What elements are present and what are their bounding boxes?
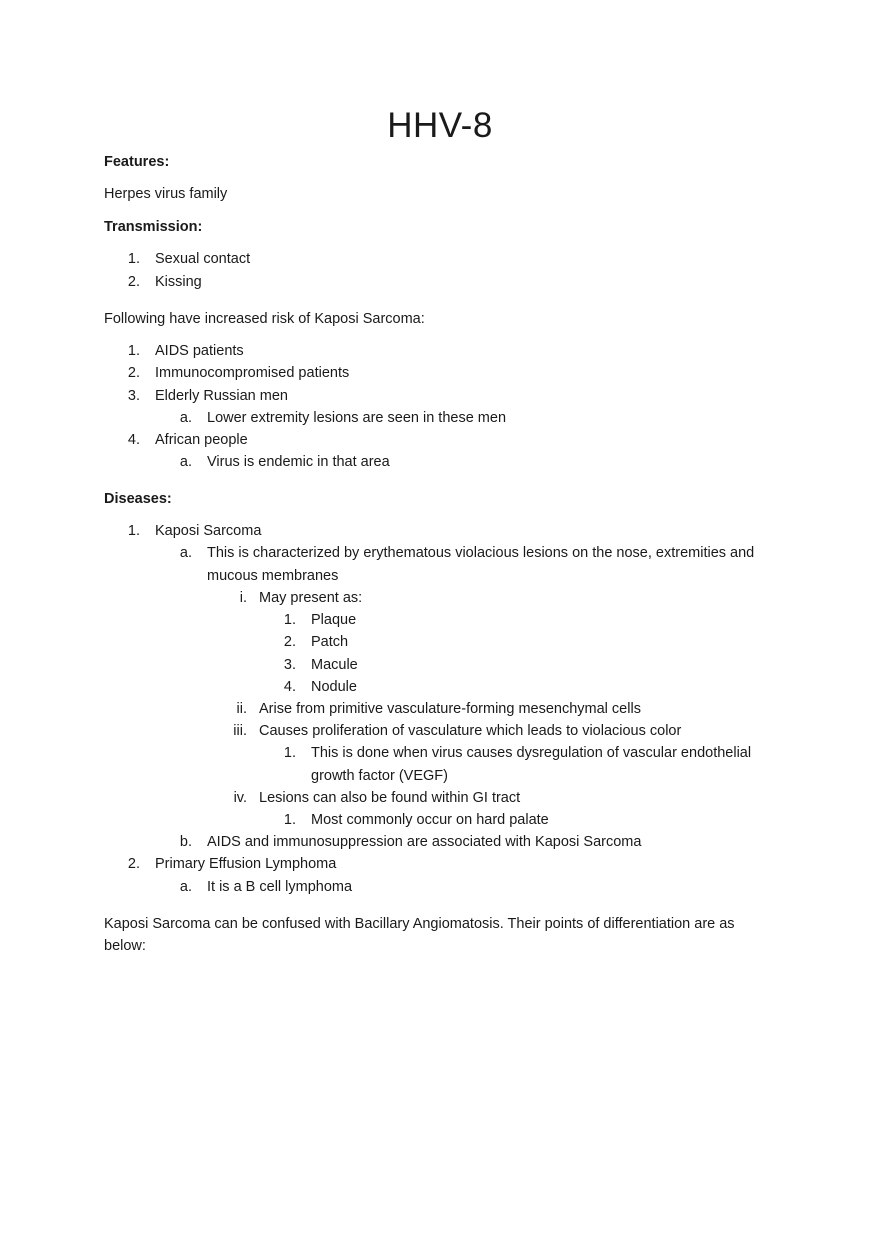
features-text: Herpes virus family [104, 186, 228, 202]
list-item: This is done when virus causes dysregulation of vascular endothelial [311, 745, 752, 761]
list-marker: 1. [283, 745, 296, 761]
conclusion-text: Kaposi Sarcoma can be confused with Bacillary Angiomatosis. Their points of differentiation are as [104, 916, 735, 932]
list-item: Macule [311, 657, 358, 673]
list-marker: a. [179, 410, 192, 426]
features-heading: Features: [104, 154, 170, 170]
list-marker: 1. [127, 251, 140, 267]
list-item: Most commonly occur on hard palate [311, 812, 549, 828]
list-marker: 3. [283, 657, 296, 673]
list-item: Virus is endemic in that area [207, 454, 390, 470]
list-marker: a. [179, 454, 192, 470]
list-marker: 4. [127, 432, 140, 448]
list-item: This is characterized by erythematous violacious lesions on the nose, extremities and [207, 545, 755, 561]
list-marker: 2. [283, 634, 296, 650]
risk-intro: Following have increased risk of Kaposi Sarcoma: [104, 311, 425, 327]
list-item: Arise from primitive vasculature-forming mesenchymal cells [259, 701, 641, 717]
conclusion-text-continuation: below: [104, 938, 146, 954]
list-marker: 1. [283, 812, 296, 828]
list-item: AIDS and immunosuppression are associated with Kaposi Sarcoma [207, 834, 642, 850]
list-marker: a. [179, 879, 192, 895]
list-item-continuation: growth factor (VEGF) [311, 768, 448, 784]
list-item-continuation: mucous membranes [207, 568, 339, 584]
list-marker: iii. [233, 723, 247, 739]
list-item: Plaque [311, 612, 357, 628]
list-item: Nodule [311, 679, 357, 695]
list-item: Kissing [155, 274, 202, 290]
list-marker: 1. [283, 612, 296, 628]
list-item: Lesions can also be found within GI tract [259, 790, 521, 806]
list-item: Immunocompromised patients [155, 365, 350, 381]
list-item: Elderly Russian men [155, 388, 288, 404]
list-item: May present as: [259, 590, 363, 606]
list-item: African people [155, 432, 248, 448]
list-marker: 2. [127, 365, 140, 381]
transmission-heading: Transmission: [104, 219, 203, 235]
list-item: It is a B cell lymphoma [207, 879, 353, 895]
list-item: Kaposi Sarcoma [155, 523, 262, 539]
list-marker: 2. [127, 274, 140, 290]
list-marker: 2. [127, 856, 140, 872]
list-marker: i. [239, 590, 247, 606]
list-marker: iv. [233, 790, 247, 806]
list-item: Patch [311, 634, 349, 650]
list-item: AIDS patients [155, 343, 244, 359]
list-item: Primary Effusion Lymphoma [155, 856, 337, 872]
list-item: Causes proliferation of vasculature which leads to violacious color [259, 723, 682, 739]
list-marker: 1. [127, 343, 140, 359]
list-marker: b. [179, 834, 192, 850]
page-title: HHV-8 [387, 106, 493, 145]
list-marker: ii. [236, 701, 247, 717]
list-marker: 1. [127, 523, 140, 539]
list-marker: 4. [283, 679, 296, 695]
list-marker: a. [179, 545, 192, 561]
list-item: Lower extremity lesions are seen in these men [207, 410, 507, 426]
diseases-heading: Diseases: [104, 491, 172, 507]
list-item: Sexual contact [155, 251, 251, 267]
list-marker: 3. [127, 388, 140, 404]
